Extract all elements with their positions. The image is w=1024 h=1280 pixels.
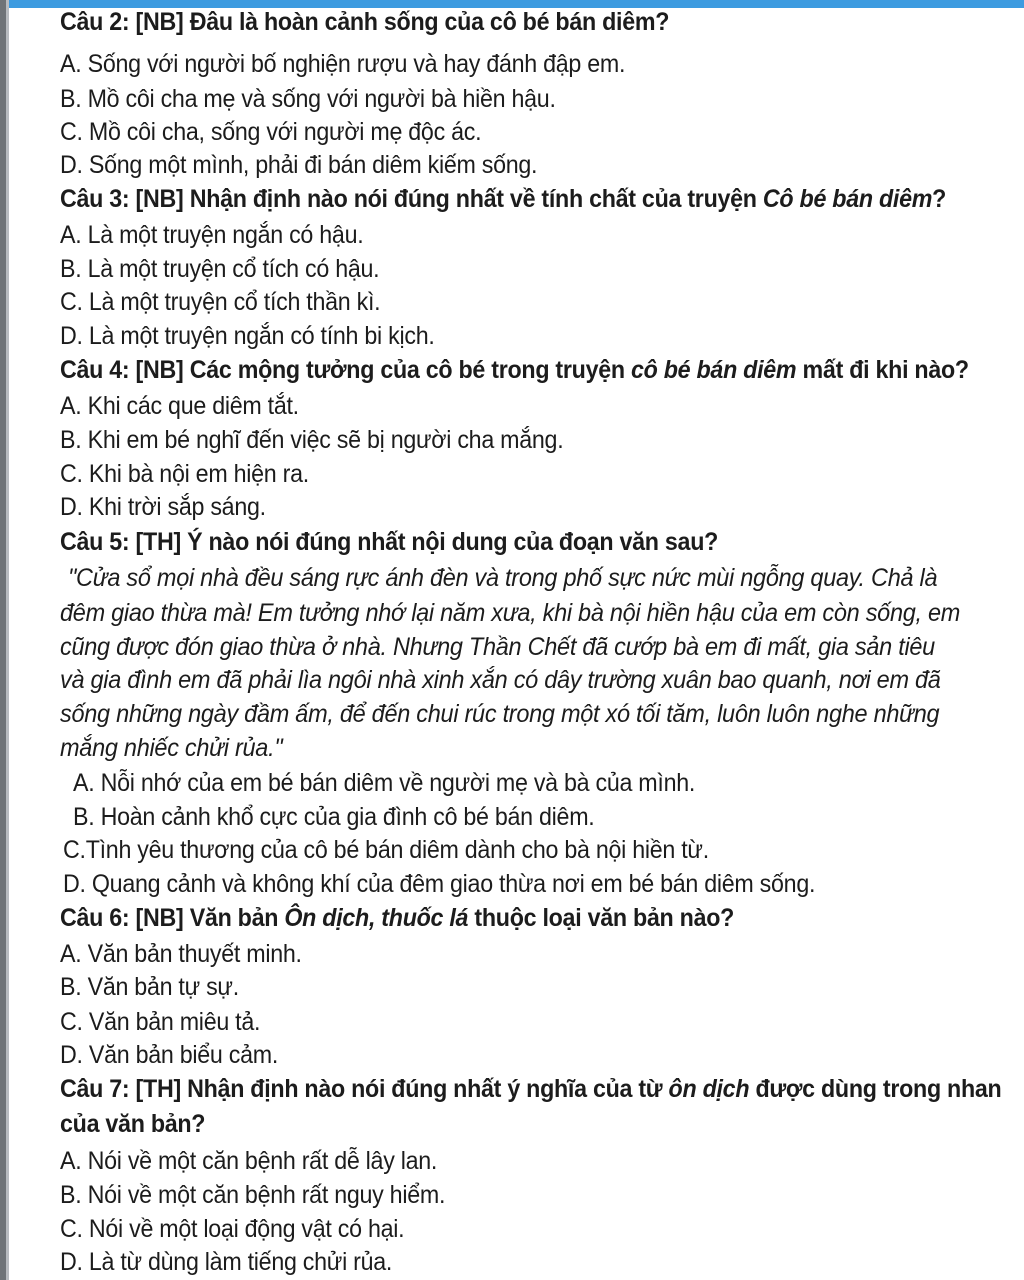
- question-6-heading-title: Ôn dịch, thuốc lá: [284, 904, 469, 932]
- question-3-heading-text: Câu 3: [NB] Nhận định nào nói đúng nhất về tính chất của truyện: [60, 185, 763, 213]
- question-5-option-d: D. Quang cảnh và không khí của đêm giao thừa nơi em bé bán diêm sống.: [63, 870, 816, 898]
- question-7-heading-line2: của văn bản?: [60, 1110, 206, 1138]
- question-6-heading: [60, 902, 734, 934]
- question-7-option-d: D. Là từ dùng làm tiếng chửi rủa.: [60, 1248, 393, 1276]
- question-3-option-c: C. Là một truyện cổ tích thần kì.: [60, 288, 381, 316]
- question-5-heading: Câu 5: [TH] Ý nào nói đúng nhất nội dung của đoạn văn sau?: [60, 528, 719, 556]
- question-7-heading-term: ôn dịch: [668, 1075, 750, 1103]
- passage-line-3: cũng được đón giao thừa ở nhà. Nhưng Thần Chết đã cướp bà em đi mất, gia sản tiêu: [60, 633, 935, 661]
- question-3-option-d: D. Là một truyện ngắn có tính bi kịch.: [60, 322, 435, 350]
- question-4-option-c: C. Khi bà nội em hiện ra.: [60, 460, 309, 488]
- question-7-option-c: C. Nói về một loại động vật có hại.: [60, 1215, 405, 1243]
- question-7-option-a: A. Nói về một căn bệnh rất dễ lây lan.: [60, 1147, 438, 1175]
- question-2-option-c: C. Mồ côi cha, sống với người mẹ độc ác.: [60, 118, 482, 146]
- question-4-heading-text: Câu 4: [NB] Các mộng tưởng của cô bé trong truyện: [60, 356, 631, 384]
- question-2-option-b: B. Mồ côi cha mẹ và sống với người bà hiền hậu.: [60, 85, 556, 113]
- question-5-option-b: B. Hoàn cảnh khổ cực của gia đình cô bé bán diêm.: [73, 803, 595, 831]
- question-4-heading-title: cô bé bán diêm: [630, 356, 797, 384]
- question-3-option-a: A. Là một truyện ngắn có hậu.: [60, 221, 364, 249]
- passage-line-4: và gia đình em đã phải lìa ngôi nhà xinh xắn có dây trường xuân bao quanh, nơi em đã: [60, 666, 941, 694]
- passage-line-6: mắng nhiếc chửi rủa.": [60, 734, 283, 762]
- question-2-option-d: D. Sống một mình, phải đi bán diêm kiếm sống.: [60, 151, 538, 179]
- question-3-heading-title: Cô bé bán diêm: [762, 185, 933, 213]
- question-6-option-a: A. Văn bản thuyết minh.: [60, 940, 302, 968]
- passage-line-5: sống những ngày đầm ấm, để đến chui rúc trong một xó tối tăm, luôn luôn nghe những: [60, 700, 940, 728]
- question-3-heading-end: ?: [932, 185, 947, 213]
- question-3-heading: [60, 183, 946, 215]
- question-7-heading: [60, 1073, 1001, 1105]
- question-4-heading-end: mất đi khi nào?: [796, 356, 969, 384]
- passage-line-2: đêm giao thừa mà! Em tưởng nhớ lại năm xưa, khi bà nội hiền hậu của em còn sống, em: [60, 599, 961, 627]
- question-6-heading-end: thuộc loại văn bản nào?: [468, 904, 735, 932]
- question-5-option-a: A. Nỗi nhớ của em bé bán diêm về người mẹ và bà của mình.: [73, 769, 696, 797]
- question-3-option-b: B. Là một truyện cổ tích có hậu.: [60, 255, 380, 283]
- question-4-option-d: D. Khi trời sắp sáng.: [60, 493, 266, 521]
- question-7-heading-end: được dùng trong nhan: [749, 1075, 1002, 1103]
- question-2-option-a: A. Sống với người bố nghiện rượu và hay đánh đập em.: [60, 50, 626, 78]
- question-4-heading: [60, 354, 969, 386]
- question-5-option-c: C.Tình yêu thương của cô bé bán diêm dành cho bà nội hiền từ.: [63, 836, 709, 864]
- question-6-option-d: D. Văn bản biểu cảm.: [60, 1041, 279, 1069]
- question-7-heading-text: Câu 7: [TH] Nhận định nào nói đúng nhất ý nghĩa của từ: [60, 1075, 669, 1103]
- question-2-heading: Câu 2: [NB] Đâu là hoàn cảnh sống của cô bé bán diêm?: [60, 8, 670, 36]
- question-4-option-a: A. Khi các que diêm tắt.: [60, 392, 299, 420]
- question-7-option-b: B. Nói về một căn bệnh rất nguy hiểm.: [60, 1181, 446, 1209]
- question-6-heading-text: Câu 6: [NB] Văn bản: [60, 904, 285, 932]
- question-6-option-b: B. Văn bản tự sự.: [60, 973, 239, 1001]
- question-4-option-b: B. Khi em bé nghĩ đến việc sẽ bị người cha mắng.: [60, 426, 564, 454]
- question-6-option-c: C. Văn bản miêu tả.: [60, 1008, 261, 1036]
- passage-line-1: "Cửa sổ mọi nhà đều sáng rực ánh đèn và trong phố sực nức mùi ngỗng quay. Chả là: [68, 564, 938, 592]
